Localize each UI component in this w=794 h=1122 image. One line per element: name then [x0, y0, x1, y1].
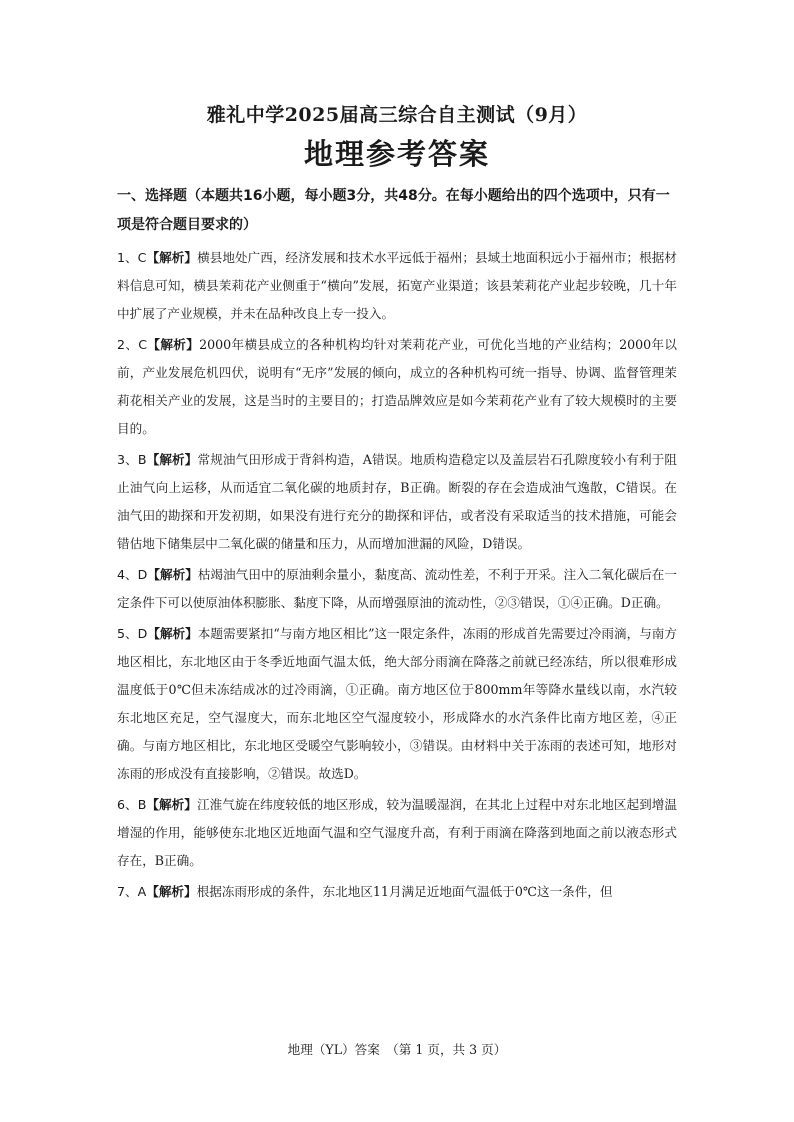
analysis-tag: 【解析】 — [147, 337, 200, 352]
answer-text: 本题需要紧扣“与南方地区相比”这一限定条件，冻雨的形成首先需要过冷雨滴，与南方地区相比，东北地区由于冬季近地面气温太低，绝大部分雨滴在降落之前就已经冻结，所以很难形成温度低于0℃但未冻结成冰的过冷雨滴，①正确。南方地区位于800mm年等降水量线以南，水汽较东北地区充足，空气湿度大，而东北地区空气湿度较小，形成降水的水汽条件比南方地区差，④正确。与南方地区相比，东北地区受暖空气影响较小，③错误。由材料中关于冻雨的表述可知，地形对冻雨的形成没有直接影响，②错误。故选D。 — [117, 626, 677, 781]
section-heading: 一、选择题（本题共16小题，每小题3分，共48分。在每小题给出的四个选项中，只有一项是符合题目要求的） — [117, 188, 670, 233]
answer-sheet-page — [117, 100, 677, 909]
answer-text: 2000年横县成立的各种机构均针对茉莉花产业，可优化当地的产业结构；2000年以前，产业发展危机四伏，说明有“无序”发展的倾向，成立的各种机构可统一指导、协调、监督管理茉莉花相关产业的发展，这是当时的主要目的；打造品牌效应是如今茉莉花产业有了较大规模时的主要目的。 — [117, 337, 677, 436]
answer-item-3 — [117, 446, 677, 558]
answer-item-2 — [117, 331, 677, 443]
answer-number: 7、A — [117, 884, 147, 899]
analysis-tag: 【解析】 — [147, 626, 198, 641]
analysis-tag: 【解析】 — [146, 452, 198, 467]
analysis-tag: 【解析】 — [146, 797, 197, 812]
answer-text: 常规油气田形成于背斜构造，A错误。地质构造稳定以及盖层岩石孔隙度较小有利于阻止油气向上运移，从而适宜二氧化碳的地质封存，B正确。断裂的存在会造成油气逸散，C错误。在油气田的勘探和开发初期，如果没有进行充分的勘探和评估，或者没有采取适当的技术措施，可能会错估地下储集层中二氧化碳的储量和压力，从而增加泄漏的风险，D错误。 — [117, 452, 678, 551]
answer-text: 江淮气旋在纬度较低的地区形成，较为温暖湿润，在其北上过程中对东北地区起到增温增湿的作用，能够使东北地区近地面气温和空气湿度升高，有利于雨滴在降落到地面之前以液态形式存在，B正确。 — [117, 797, 678, 868]
answer-number: 4、D — [117, 567, 148, 582]
answer-number: 3、B — [117, 452, 147, 467]
page-title: 地理参考答案 — [303, 137, 490, 171]
answer-text: 枯竭油气田中的原油剩余量小，黏度高、流动性差，不利于开采。注入二氧化碳后在一定条件下可以使原油体积膨胀、黏度下降，从而增强原油的流动性，②③错误，①④正确。D正确。 — [117, 567, 678, 610]
answer-item-6 — [117, 791, 677, 875]
answer-number: 2、C — [117, 337, 148, 352]
analysis-tag: 【解析】 — [146, 250, 198, 265]
analysis-tag: 【解析】 — [147, 567, 198, 582]
answer-item-5 — [117, 620, 677, 788]
answer-number: 6、B — [117, 797, 147, 812]
answer-text: 横县地处广西，经济发展和技术水平远低于福州；县域土地面积远小于福州市；根据材料信息可知，横县茉莉花产业侧重于“横向”发展，拓宽产业渠道；该县茉莉花产业起步较晚，几十年中扩展了产业规模，并未在品种改良上专一投入。 — [117, 250, 678, 321]
answer-number: 1、C — [117, 250, 147, 265]
answer-item-7 — [117, 878, 677, 906]
school-title: 雅礼中学2025届高三综合自主测试（9月） — [206, 104, 588, 126]
answer-text: 根据冻雨形成的条件，东北地区11月满足近地面气温低于0℃这一条件，但 — [196, 884, 613, 899]
answer-item-4 — [117, 561, 677, 617]
page-footer: 地理（YL）答案 （第 1 页，共 3 页） — [287, 1042, 507, 1057]
answer-number: 5、D — [117, 626, 148, 641]
analysis-tag: 【解析】 — [146, 884, 197, 899]
answer-item-1 — [117, 244, 677, 328]
